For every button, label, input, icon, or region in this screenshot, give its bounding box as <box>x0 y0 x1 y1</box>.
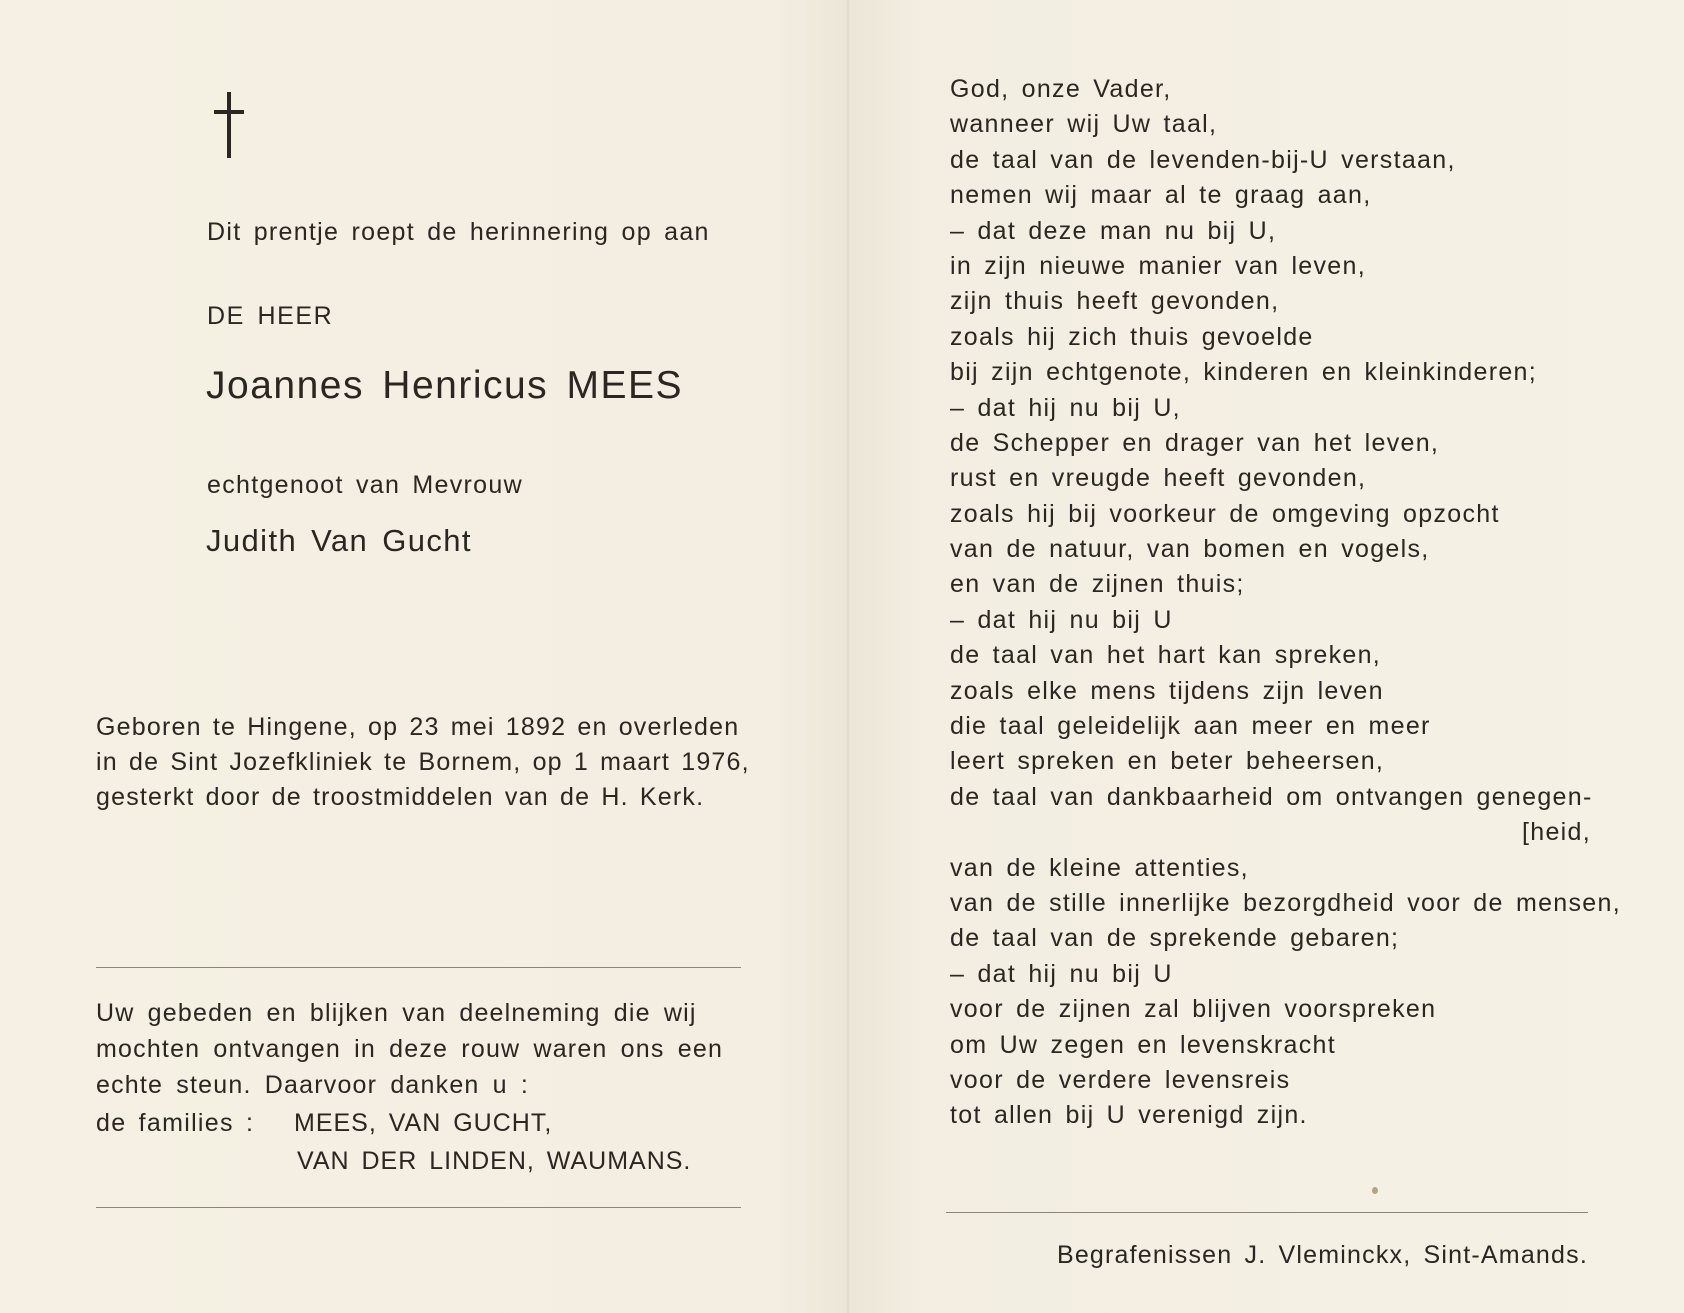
honorific-title: DE HEER <box>207 302 334 330</box>
poem-line: de taal van dankbaarheid om ontvangen genegen- <box>950 782 1593 811</box>
poem-line: om Uw zegen en levenskracht <box>950 1030 1336 1059</box>
thanks-line: Uw gebeden en blijken van deelneming die wij <box>96 999 697 1027</box>
poem-line: wanneer wij Uw taal, <box>950 110 1218 139</box>
prayer-poem <box>950 72 1621 1134</box>
poem-line: – dat hij nu bij U <box>950 959 1173 988</box>
poem-line: de taal van de sprekende gebaren; <box>950 924 1400 953</box>
divider <box>96 1207 741 1208</box>
poem-line: in zijn nieuwe manier van leven, <box>950 251 1366 280</box>
spouse-label: echtgenoot van Mevrouw <box>207 471 523 499</box>
divider <box>946 1212 1588 1213</box>
thanks-text <box>96 995 723 1103</box>
thanks-line: mochten ontvangen in deze rouw waren ons een <box>96 1035 724 1063</box>
bio-line: Geboren te Hingene, op 23 mei 1892 en overleden <box>96 713 740 741</box>
poem-line: – dat hij nu bij U, <box>950 393 1181 422</box>
poem-line: tot allen bij U verenigd zijn. <box>950 1101 1308 1130</box>
poem-line: voor de zijnen zal blijven voorspreken <box>950 995 1437 1024</box>
poem-line: en van de zijnen thuis; <box>950 570 1245 599</box>
poem-line: van de stille innerlijke bezorgdheid voor de mensen, <box>950 888 1621 917</box>
poem-line: voor de verdere levensreis <box>950 1065 1291 1094</box>
poem-line: – dat hij nu bij U <box>950 605 1173 634</box>
families-line: MEES, VAN GUCHT, <box>294 1109 553 1137</box>
poem-line: die taal geleidelijk aan meer en meer <box>950 712 1431 741</box>
poem-line: van de kleine attenties, <box>950 853 1249 882</box>
bio-line: in de Sint Jozefkliniek te Bornem, op 1 maart 1976, <box>96 748 750 776</box>
poem-line: zoals elke mens tijdens zijn leven <box>950 676 1384 705</box>
poem-line: nemen wij maar al te graag aan, <box>950 181 1372 210</box>
poem-line: – dat deze man nu bij U, <box>950 216 1277 245</box>
poem-line: zoals hij bij voorkeur de omgeving opzocht <box>950 499 1500 528</box>
poem-line: bij zijn echtgenote, kinderen en kleinkinderen; <box>950 358 1537 387</box>
poem-line: zoals hij zich thuis gevoelde <box>950 322 1314 351</box>
poem-line: de taal van de levenden-bij-U verstaan, <box>950 145 1456 174</box>
poem-line: [heid, <box>1522 818 1591 847</box>
poem-line: leert spreken en beter beheersen, <box>950 747 1385 776</box>
biography <box>96 710 750 815</box>
paper-speck <box>1372 1187 1378 1194</box>
poem-line: de Schepper en drager van het leven, <box>950 428 1440 457</box>
bio-line: gesterkt door de troostmiddelen van de H. Kerk. <box>96 783 705 811</box>
deceased-name: Joannes Henricus MEES <box>206 364 684 407</box>
families-label: de families : <box>96 1109 255 1137</box>
poem-line: zijn thuis heeft gevonden, <box>950 287 1280 316</box>
spouse-name: Judith Van Gucht <box>206 523 472 558</box>
thanks-line: echte steun. Daarvoor danken u : <box>96 1071 530 1099</box>
divider <box>96 967 741 968</box>
poem-line: rust en vreugde heeft gevonden, <box>950 464 1367 493</box>
poem-line: God, onze Vader, <box>950 75 1172 103</box>
undertaker-credit: Begrafenissen J. Vleminckx, Sint-Amands. <box>1056 1241 1588 1269</box>
poem-line: van de natuur, van bomen en vogels, <box>950 535 1430 564</box>
center-fold <box>846 0 850 1313</box>
intro-text: Dit prentje roept de herinnering op aan <box>207 218 710 246</box>
cross-icon <box>214 92 244 158</box>
families-line: VAN DER LINDEN, WAUMANS. <box>297 1147 692 1175</box>
poem-line: de taal van het hart kan spreken, <box>950 641 1382 670</box>
